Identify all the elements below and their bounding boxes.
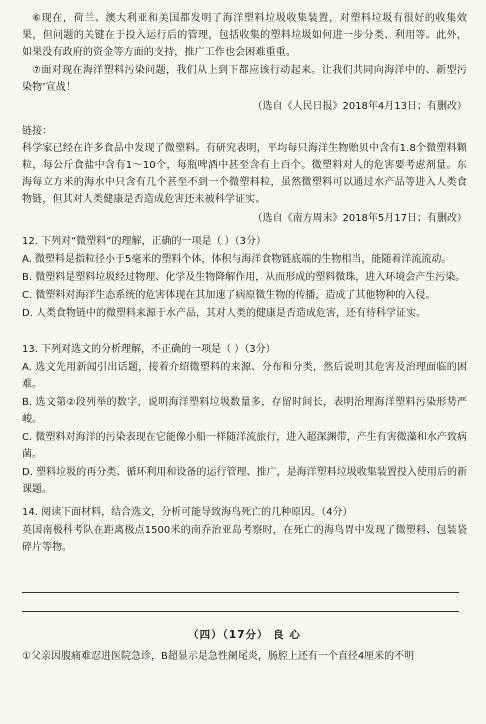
passage-paragraph-7: ⑦面对现在海洋塑料污染问题，我们从上到下都应该行动起来。让我们共同向海洋中的、新型污染物’宣战！ <box>22 65 467 93</box>
question-14-material: 英国南极科考队在距离极点1500米的南乔治亚岛考察时，在死亡的海鸟胃中发现了微塑料、包装袋碎片等物。 <box>22 525 467 553</box>
answer-line[interactable] <box>22 574 459 593</box>
question-12-option-b: B. 微塑料是塑料垃圾经过物理、化学及生物降解作用，从而形成的塑料微珠，进入环境会产生污染。 <box>22 272 466 283</box>
link-text: 科学家已经在许多食品中发现了微塑料。有研究表明，平均每只海洋生物贻贝中含有1.8个微塑料颗粒，每公斤食盐中含有1～10个，每瓶啤酒中甚至含有上百个。微塑料对人的危害要考虑剂量。东海每立方米的海水中只含有几个甚至不到一个微塑料粒，虽然微塑料可以通过水产品等进入人类食物链，但其对人类健康是否造成危害还未被科学证实。 <box>22 143 467 205</box>
question-13-option-a: A. 选文先用新闻引出话题，接着介绍微塑料的来源、分布和分类，然后说明其危害及治理面临的困难。 <box>22 362 467 390</box>
passage-paragraph-6: ⑥现在，荷兰、澳大利亚和美国都发明了海洋塑料垃圾收集装置，对塑料垃圾有很好的收集效果，但问题的关键在于投入运行后的管理，包括收集的塑料垃圾如何进一步分类、利用等。此外，如果没有政府的资金等方面的支持，推广工作也会困难重重。 <box>22 13 467 58</box>
question-14-stem: 14. 阅读下面材料，结合选文，分析可能导致海鸟死亡的几种原因。（4分） <box>22 507 353 518</box>
source-citation-1: （选自《人民日报》2018年4月13日；有删改） <box>252 101 467 112</box>
section-4-title: （四）（17分） 良 心 <box>188 629 301 641</box>
exam-page <box>22 10 467 675</box>
source-citation-2: （选自《南方周末》2018年5月17日；有删改） <box>252 213 467 224</box>
question-12-stem: 12. 下列对“微塑料”的理解，正确的一项是（ ）（3分） <box>22 236 266 247</box>
question-13-option-c: C. 微塑料对海洋的污染表现在它能像小船一样随洋流旅行，进入超深渊带，产生有害微藻和水产致病菌。 <box>22 432 467 460</box>
spacer <box>22 323 467 335</box>
link-label: 链接： <box>22 126 52 137</box>
section-4-first-line: ①父亲因腹痛难忍进医院急诊，B超显示是急性阑尾炎，肠腔上还有一个直径4厘米的不明 <box>22 651 415 662</box>
question-12-option-c: C. 微塑料对海洋生态系统的危害体现在其加速了病原微生物的传播，造成了其他物种的入侵。 <box>22 290 436 301</box>
question-13-option-d: D. 塑料垃圾的再分类、循环利用和设备的运行管理、推广，是海洋塑料垃圾收集装置投入使用后的新课题。 <box>22 467 467 495</box>
question-13-option-b: B. 选文第②段列举的数字，说明海洋塑料垃圾数量多，存留时间长，表明治理海洋塑料污染形势严峻。 <box>22 397 467 425</box>
question-12-option-a: A. 微塑料是指粒径小于5毫米的塑料个体，体积与海洋食物链底端的生物相当，能随着洋流流动。 <box>22 254 452 265</box>
question-12-option-d: D. 人类食物链中的微塑料来源于水产品，其对人类的健康是否造成危害，还有待科学证实。 <box>22 308 427 319</box>
answer-line[interactable] <box>22 593 459 612</box>
question-13-stem: 13. 下列对选文的分析理解，不正确的一项是（ ）（3分） <box>22 344 276 355</box>
